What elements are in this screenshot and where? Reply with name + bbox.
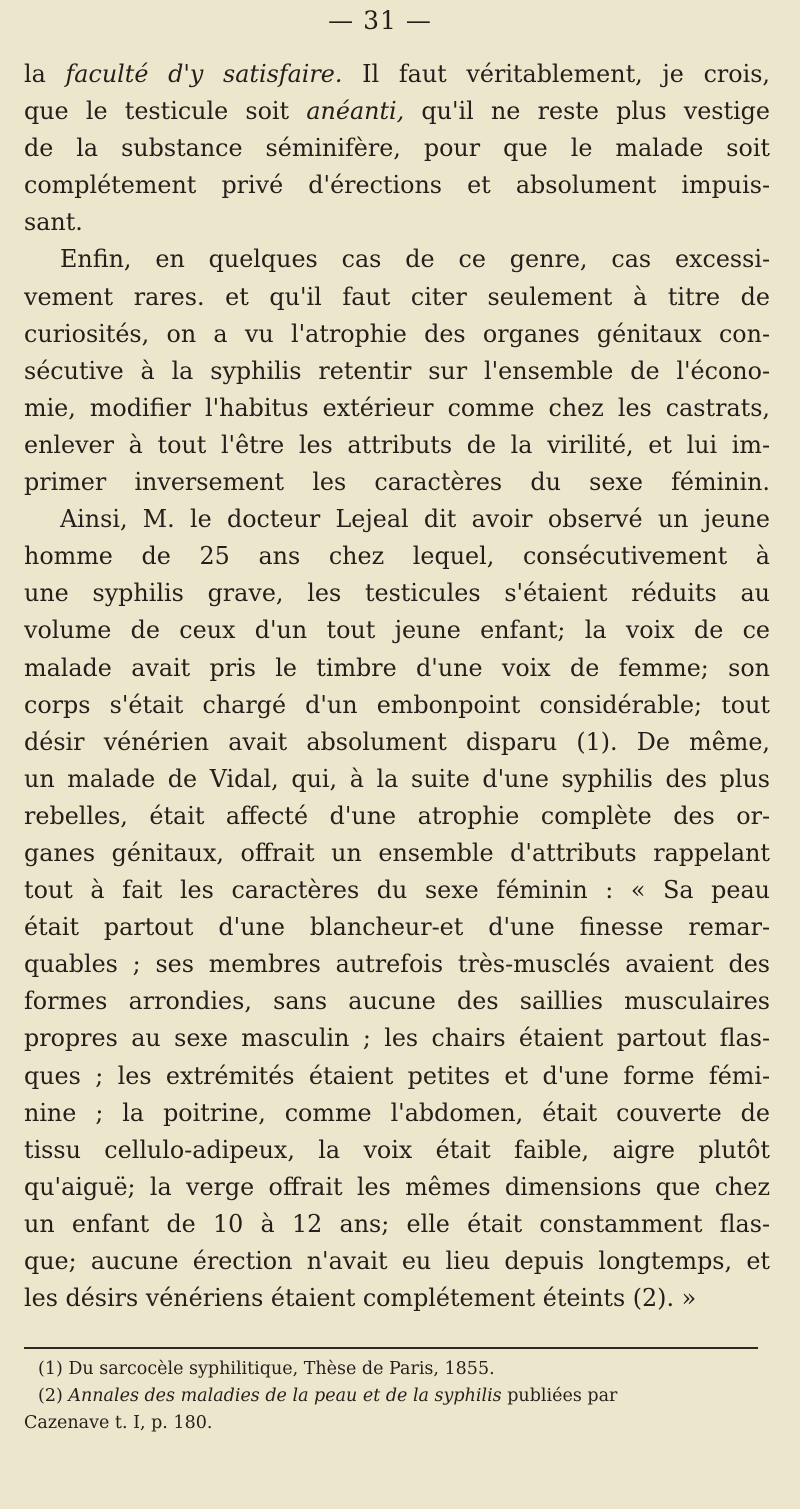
text-line: les désirs vénériens étaient complétement éteints (2). » — [24, 1284, 697, 1313]
text-line: que; aucune érection n'avait eu lieu depuis longtemps, et — [24, 1247, 770, 1275]
text-line: homme de 25 ans chez lequel, consécutivement à — [24, 542, 770, 571]
text-line: tissu cellulo-adipeux, la voix était faible, aigre plutôt — [24, 1135, 770, 1164]
text-line: un malade de Vidal, qui, à la suite d'une syphilis des plus — [24, 764, 770, 793]
footnote-text: publiées par — [501, 1386, 618, 1406]
text-line: ganes génitaux, offrait un ensemble d'attributs rappelant — [24, 838, 770, 867]
footnote-2-continuation: Cazenave t. I, p. 180. — [24, 1413, 213, 1433]
footnotes — [24, 1356, 770, 1437]
footnote-2 — [24, 1383, 770, 1410]
text-line: volume de ceux d'un tout jeune enfant; la voix de ce — [24, 616, 770, 645]
text-line: quables ; ses membres autrefois très-musclés avaient des — [24, 950, 770, 979]
text-line: malade avait pris le timbre d'une voix de femme; son — [24, 653, 770, 682]
body-text — [24, 56, 770, 1317]
text-line: formes arrondies, sans aucune des saillies musculaires — [24, 987, 770, 1016]
footnote-text: Du sarcocèle syphilitique, Thèse de Paris, 1855. — [62, 1359, 495, 1379]
text-line: était partout d'une blancheur-et d'une finesse remar- — [24, 913, 770, 942]
text-line: propres au sexe masculin ; les chairs étaient partout flas- — [24, 1024, 770, 1053]
text-line: que le testicule soit anéanti, qu'il ne reste plus vestige — [24, 97, 770, 126]
text-line: complétement privé d'érections et absolument impuis- — [24, 171, 770, 200]
footnote-marker: (1) — [38, 1359, 63, 1379]
text-line: sant. — [24, 208, 83, 237]
text-line: vement rares. et qu'il faut citer seulement à titre de — [24, 282, 770, 311]
page-number: — 31 — — [328, 6, 432, 35]
text-line: curiosités, on a vu l'atrophie des organes génitaux con- — [24, 319, 770, 348]
footnote-divider — [24, 1347, 758, 1349]
text-line: une syphilis grave, les testicules s'étaient réduits au — [24, 579, 770, 608]
text-line: enlever à tout l'être les attributs de la virilité, et lui im- — [24, 430, 770, 459]
paragraph-start: Ainsi, M. le docteur Lejeal dit avoir observé un jeune — [60, 505, 770, 534]
text-line: désir vénérien avait absolument disparu (1). De même, — [24, 727, 770, 756]
text-line: de la substance séminifère, pour que le malade soit — [24, 134, 770, 163]
text-line: rebelles, était affecté d'une atrophie complète des or- — [24, 801, 770, 830]
text-line: primer inversement les caractères du sexe féminin. — [24, 468, 770, 497]
text-line: sécutive à la syphilis retentir sur l'ensemble de l'écono- — [24, 356, 770, 385]
text-line: tout à fait les caractères du sexe féminin : « Sa peau — [24, 876, 770, 905]
footnote-1 — [24, 1356, 770, 1383]
text-line: qu'aiguë; la verge offrait les mêmes dimensions que chez — [24, 1172, 770, 1201]
text-line: corps s'était chargé d'un embonpoint considérable; tout — [24, 690, 770, 719]
paragraph-start: Enfin, en quelques cas de ce genre, cas excessi- — [60, 245, 770, 274]
text-line: ques ; les extrémités étaient petites et d'une forme fémi- — [24, 1061, 770, 1090]
text-line: la faculté d'y satisfaire. Il faut véritablement, je crois, — [24, 60, 770, 88]
text-line: nine ; la poitrine, comme l'abdomen, était couverte de — [24, 1098, 770, 1127]
text-line: mie, modifier l'habitus extérieur comme chez les castrats, — [24, 393, 770, 422]
text-line: un enfant de 10 à 12 ans; elle était constamment flas- — [24, 1209, 770, 1238]
footnote-title: Annales des maladies de la peau et de la syphilis — [68, 1386, 502, 1406]
footnote-marker: (2) — [38, 1386, 63, 1406]
